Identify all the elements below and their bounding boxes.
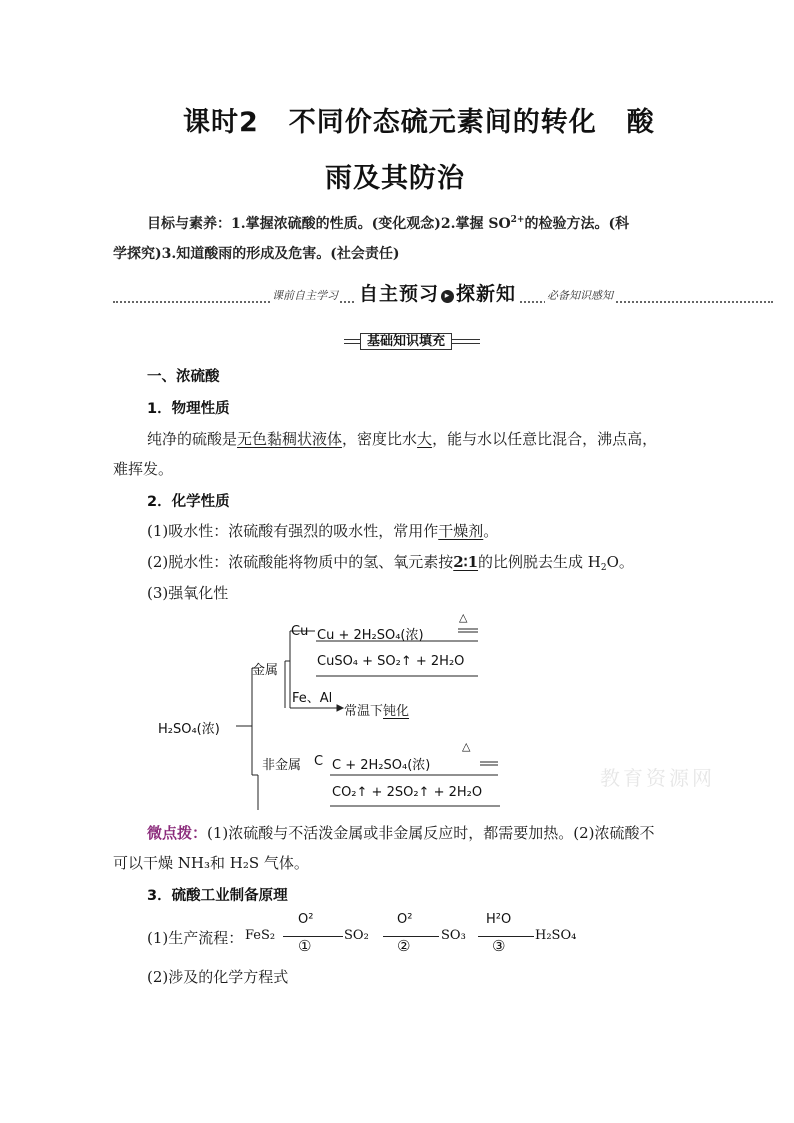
tip-line1: 微点拨：(1)浓硫酸与不活泼金属或非金属反应时，都需要加热。(2)浓硫酸不 bbox=[147, 824, 655, 842]
lesson-title-end: 酸 bbox=[626, 107, 655, 138]
flow-arrow-3 bbox=[478, 936, 534, 937]
banner-right-note: 必备知识感知 bbox=[547, 289, 613, 302]
physical-properties-line2: 难挥发。 bbox=[113, 460, 174, 478]
flow-s2: SO₂ bbox=[344, 928, 369, 943]
c-products: CO₂↑ + 2SO₂↑ + 2H₂O bbox=[332, 785, 483, 800]
flow-r3: H²O bbox=[486, 912, 512, 927]
heading-chemical-properties: 2．化学性质 bbox=[147, 494, 230, 510]
answer-ratio: 2∶1 bbox=[453, 553, 479, 571]
page-title-line1 bbox=[183, 100, 655, 139]
objectives-line1: 目标与素养：1.掌握浓硫酸的性质。(变化观念)2.掌握 $SO^{2+}$的检验方法。(科 bbox=[147, 215, 630, 232]
hygroscopic-line: (1)吸水性：浓硫酸有强烈的吸水性，常用作干燥剂。 bbox=[147, 522, 499, 540]
lesson-title-part: 不同价态硫元素间的转化 bbox=[288, 107, 597, 138]
answer-drying-agent: 干燥剂 bbox=[438, 522, 484, 540]
answer-density: 大 bbox=[417, 430, 433, 448]
tip-label: 微点拨： bbox=[147, 824, 208, 842]
feal-label: Fe、Al bbox=[292, 691, 333, 706]
answer-colorless-liquid: 无色黏稠状液体 bbox=[237, 430, 343, 448]
c-reactants: C + 2H₂SO₄(浓) bbox=[332, 758, 431, 773]
flow-arrow-2 bbox=[383, 936, 439, 937]
cu-products: CuSO₄ + SO₂↑ + 2H₂O bbox=[317, 654, 465, 669]
page-title-line2: 雨及其防治 bbox=[325, 163, 465, 194]
flow-n2: ② bbox=[397, 937, 411, 955]
watermark: 教育资源网 bbox=[600, 766, 715, 790]
equations-heading: (2)涉及的化学方程式 bbox=[147, 968, 289, 986]
cu-reactants: Cu + 2H₂SO₄(浓) bbox=[317, 628, 424, 643]
cu-label: Cu bbox=[291, 624, 309, 639]
diagram-nonmetal-branch: 非金属 bbox=[262, 758, 302, 773]
feal-result: 常温下钝化 bbox=[344, 704, 410, 719]
lesson-number: 课时2 bbox=[183, 107, 259, 138]
flow-r2: O² bbox=[397, 912, 413, 927]
objectives-line2: 学探究)3.知道酸雨的形成及危害。(社会责任) bbox=[113, 246, 400, 262]
section-banner bbox=[113, 281, 773, 305]
flow-arrow-1 bbox=[283, 936, 343, 937]
c-label: C bbox=[314, 754, 324, 769]
flow-n3: ③ bbox=[492, 937, 506, 955]
flow-n1: ① bbox=[298, 937, 312, 955]
flow-s3: SO₃ bbox=[441, 928, 466, 943]
heading-concentrated-acid: 一、浓硫酸 bbox=[147, 369, 220, 385]
cu-heat-sign: △ bbox=[459, 611, 468, 624]
physical-properties-line1: 纯净的硫酸是无色黏稠状液体，密度比水大，能与水以任意比混合，沸点高， bbox=[147, 430, 658, 448]
oxidizing-heading: (3)强氧化性 bbox=[147, 584, 229, 602]
heading-industrial-prep: 3．硫酸工业制备原理 bbox=[147, 888, 288, 904]
ion-charge: 2+ bbox=[510, 215, 525, 225]
flow-r1: O² bbox=[298, 912, 314, 927]
answer-passivation: 钝化 bbox=[383, 704, 410, 719]
banner-title: 自主预习 ▸ 探新知 bbox=[355, 279, 520, 306]
banner-arrow-icon: ▸ bbox=[441, 290, 454, 303]
tip-line2: 可以干燥 NH₃和 H₂S 气体。 bbox=[113, 854, 309, 872]
section-tag bbox=[344, 330, 446, 349]
production-flow: (1)生产流程： bbox=[147, 929, 244, 947]
diagram-root: H₂SO₄(浓) bbox=[158, 722, 220, 737]
banner-left-note: 课前自主学习 bbox=[272, 289, 338, 302]
flow-s4: H₂SO₄ bbox=[535, 928, 577, 943]
section-tag-label: 基础知识填充 bbox=[360, 333, 452, 350]
flow-s1: FeS₂ bbox=[245, 928, 276, 943]
c-heat-sign: △ bbox=[462, 740, 471, 753]
heading-physical-properties: 1．物理性质 bbox=[147, 401, 230, 417]
dehydration-line: (2)脱水性：浓硫酸能将物质中的氢、氧元素按2∶1的比例脱去生成 $H_2O$。 bbox=[147, 553, 634, 573]
diagram-metal-branch: 金属 bbox=[252, 663, 279, 678]
